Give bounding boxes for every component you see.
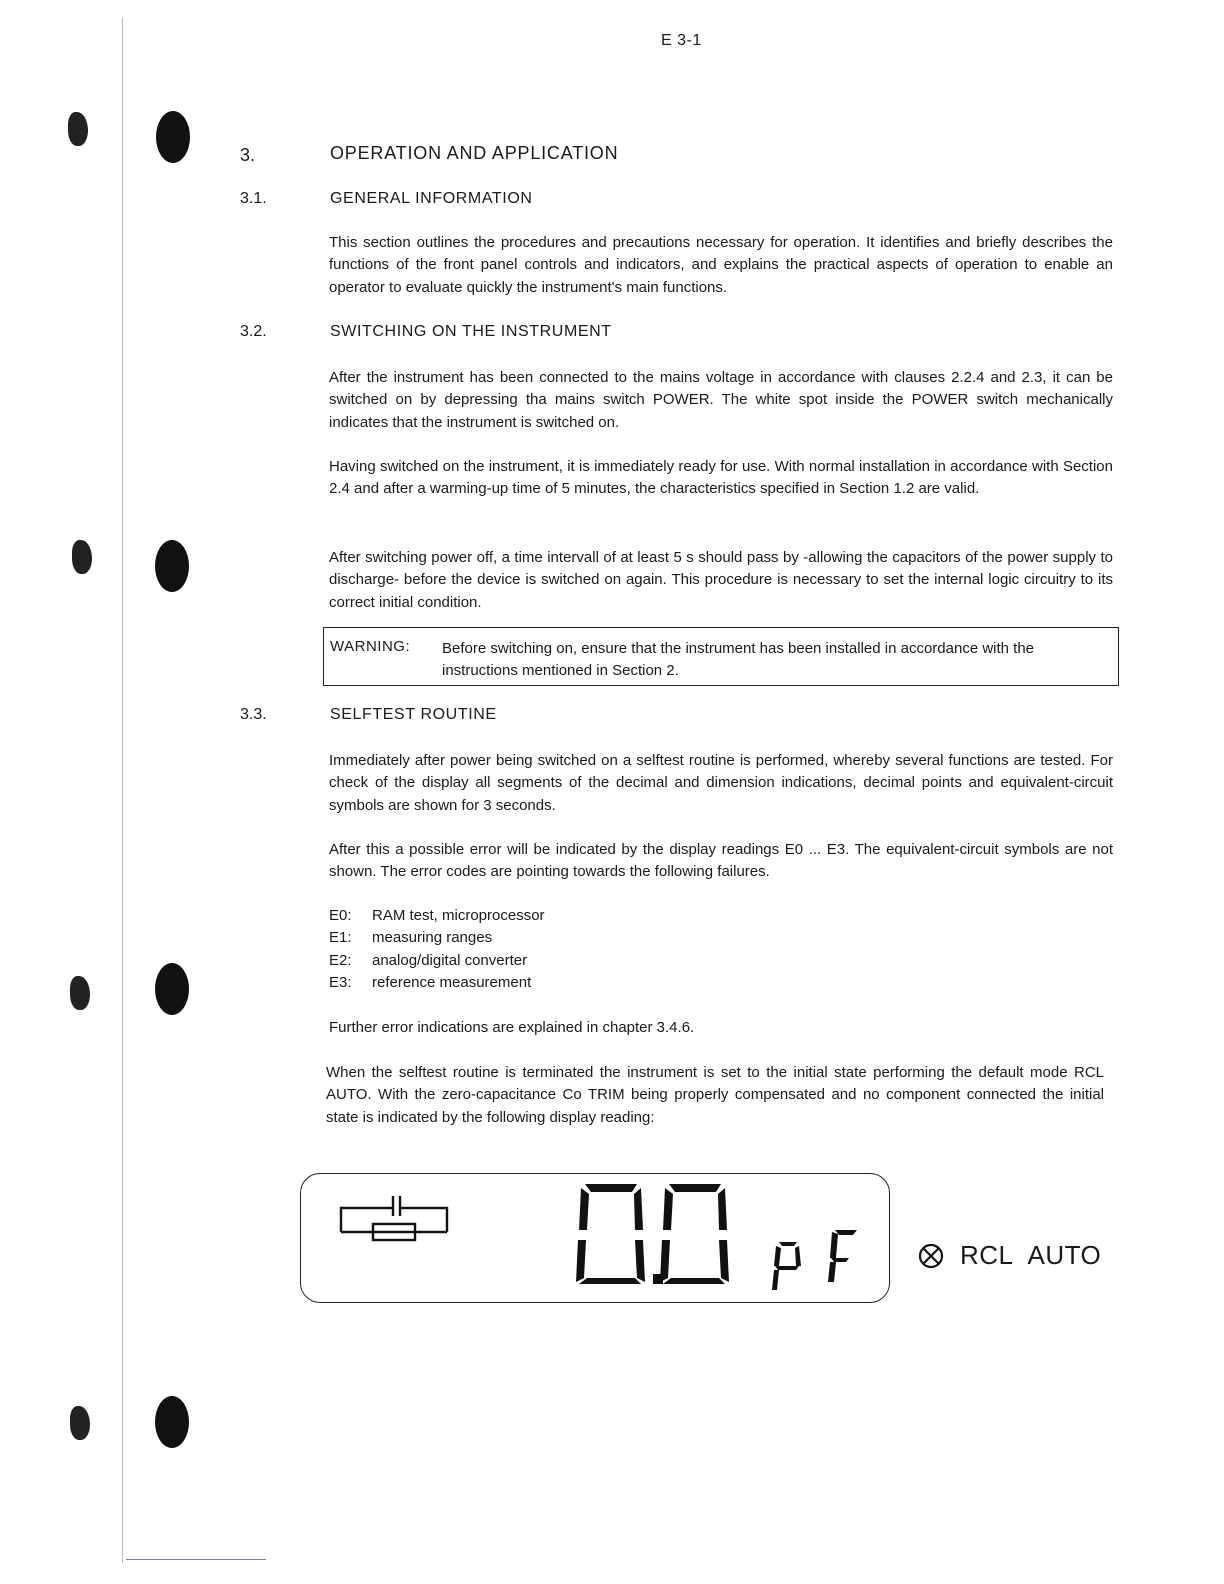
error-description: reference measurement	[372, 974, 532, 992]
section-3-2-title: SWITCHING ON THE INSTRUMENT	[330, 323, 612, 340]
error-description: measuring ranges	[372, 929, 493, 947]
section-3-2-number: 3.2.	[240, 323, 267, 340]
section-3-number: 3.	[240, 145, 256, 165]
lcd-digits	[576, 1184, 729, 1284]
crossed-circle-icon	[918, 1243, 944, 1269]
warning-text: Before switching on, ensure that the instrument has been installed in accordance with the instructions mentioned in Section 2.	[442, 640, 1035, 680]
list-item	[329, 972, 545, 994]
left-margin-line	[122, 18, 123, 1563]
error-code: E2:	[329, 951, 352, 969]
punch-hole-3	[155, 963, 189, 1015]
punch-hole-4	[155, 1396, 189, 1448]
warning-label: WARNING:	[330, 638, 411, 655]
section-3-1-paragraph: This section outlines the procedures and precautions necessary for operation. It identifies and briefly describes the functions of the front panel controls and indicators, and explains the practical aspects of operation to enable an operator to evaluate quickly the instrument's main functions.	[329, 234, 1113, 296]
lcd-unit-pF	[772, 1230, 857, 1290]
section-3-3-paragraph-3: Further error indications are explained in chapter 3.4.6.	[329, 1019, 695, 1036]
section-3-1-number: 3.1.	[240, 190, 267, 207]
lcd-display-drawing	[301, 1174, 891, 1304]
warning-box	[323, 627, 1119, 686]
binder-mark-2	[72, 540, 92, 574]
binder-mark-4	[70, 1406, 90, 1440]
list-item	[329, 905, 545, 927]
mode-rcl-label: RCL	[960, 1240, 1014, 1270]
list-item	[329, 927, 545, 949]
lcd-display	[300, 1173, 890, 1303]
section-3-2-paragraph-2: Having switched on the instrument, it is immediately ready for use. With normal installation in accordance with Section 2.4 and after a warming-up time of 5 minutes, the characteristics specified in Section 1.2 are valid.	[329, 458, 1113, 498]
punch-hole-2	[155, 540, 189, 592]
error-code: E0:	[329, 907, 352, 924]
section-3-title: OPERATION AND APPLICATION	[330, 143, 619, 163]
section-3-3-paragraph-1: Immediately after power being switched on a selftest routine is performed, whereby several functions are tested. For check of the display all segments of the decimal and dimension indications, decimal points and equivalent-circuit symbols are shown for 3 seconds.	[329, 752, 1113, 814]
parallel-capacitor-resistor-icon	[341, 1196, 447, 1240]
mode-auto-label: AUTO	[1027, 1240, 1102, 1270]
section-3-3-title: SELFTEST ROUTINE	[330, 706, 497, 723]
section-3-3-paragraph-4: When the selftest routine is terminated the instrument is set to the initial state performing the default mode RCL AUTO. With the zero-capacitance Co TRIM being properly compensated and no component connected the initial state is indicated by the following display reading:	[326, 1064, 1104, 1126]
section-3-2-paragraph-1: After the instrument has been connected to the mains voltage in accordance with clauses 2.2.4 and 2.3, it can be switched on by depressing tha mains switch POWER. The white spot inside the POWER switch mechanically indicates that the instrument is switched on.	[329, 369, 1113, 431]
section-3-1-title: GENERAL INFORMATION	[330, 190, 533, 207]
binder-mark-1	[68, 112, 88, 146]
display-mode-indicator	[918, 1240, 1101, 1271]
bottom-rule	[126, 1559, 266, 1560]
error-code: E1:	[329, 929, 352, 947]
error-code-list	[329, 905, 545, 995]
section-3-2-paragraph-3: After switching power off, a time intervall of at least 5 s should pass by -allowing the capacitors of the power supply to discharge- before the device is switched on again. This procedure is necessary to set the internal logic circuitry to its correct initial condition.	[329, 549, 1113, 611]
page-number: E 3-1	[661, 32, 702, 49]
binder-mark-3	[70, 976, 90, 1010]
section-3-3-number: 3.3.	[240, 706, 267, 723]
error-description: analog/digital converter	[372, 951, 528, 969]
section-3-3-paragraph-2: After this a possible error will be indicated by the display readings E0 ... E3. The equivalent-circuit symbols are not shown. The error codes are pointing towards the following failures.	[329, 841, 1113, 881]
list-item	[329, 950, 545, 972]
error-description: RAM test, microprocessor	[372, 907, 545, 924]
error-code: E3:	[329, 974, 352, 992]
punch-hole-1	[156, 111, 190, 163]
